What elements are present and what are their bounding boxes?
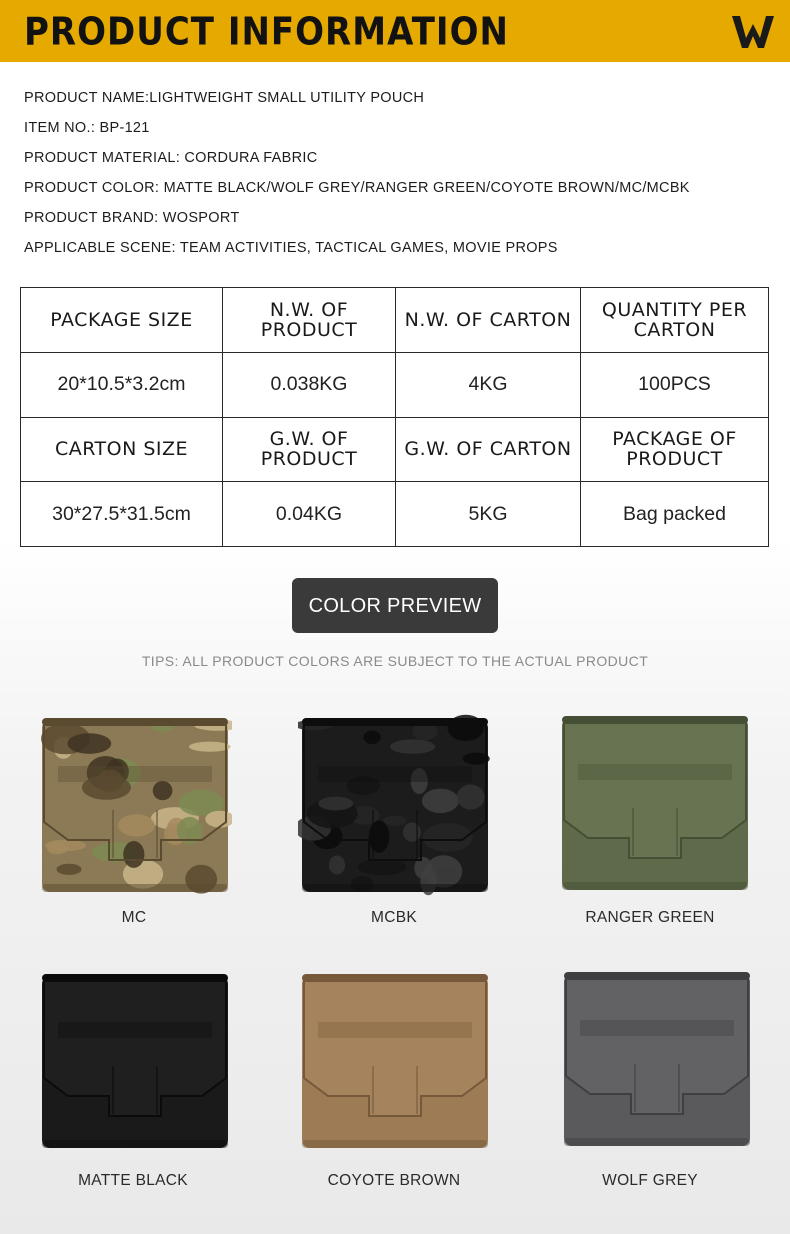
color-label-coyote-brown: COYOTE BROWN	[327, 1172, 461, 1189]
pouch-image-matte-black	[38, 966, 232, 1152]
page-title: PRODUCT INFORMATION	[24, 10, 509, 55]
header-bar	[0, 0, 790, 62]
ws-logo-icon	[730, 14, 776, 50]
spec-cell: G.W. OF PRODUCT	[223, 417, 396, 482]
product-name: PRODUCT NAME:LIGHTWEIGHT SMALL UTILITY POUCH	[24, 90, 425, 106]
color-label-matte-black: MATTE BLACK	[78, 1172, 188, 1189]
spec-cell: 5KG	[396, 482, 581, 547]
tips-text: TIPS: ALL PRODUCT COLORS ARE SUBJECT TO THE ACTUAL PRODUCT	[141, 653, 649, 669]
color-label-mc: MC	[121, 909, 147, 926]
color-label-ranger-green: RANGER GREEN	[585, 909, 715, 926]
spec-table	[20, 287, 769, 547]
product-info	[24, 87, 690, 267]
pouch-image-mc	[38, 710, 232, 896]
product-material: PRODUCT MATERIAL: CORDURA FABRIC	[24, 150, 318, 166]
pouch-image-ranger-green	[558, 708, 752, 894]
spec-cell: 0.04KG	[223, 482, 396, 547]
spec-cell: QUANTITY PER CARTON	[581, 288, 769, 353]
spec-cell: 30*27.5*31.5cm	[21, 482, 223, 547]
spec-cell: PACKAGE OF PRODUCT	[581, 417, 769, 482]
product-brand: PRODUCT BRAND: WOSPORT	[24, 210, 240, 226]
spec-cell: PACKAGE SIZE	[21, 288, 223, 353]
item-number: ITEM NO.: BP-121	[24, 120, 150, 136]
color-preview-button[interactable]: COLOR PREVIEW	[292, 578, 498, 633]
pouch-image-wolf-grey	[560, 964, 754, 1150]
spec-header-row	[21, 417, 769, 482]
pouch-image-coyote-brown	[298, 966, 492, 1152]
spec-cell: 0.038KG	[223, 352, 396, 417]
color-label-mcbk: MCBK	[371, 909, 417, 926]
spec-header-row	[21, 288, 769, 353]
spec-cell: N.W. OF CARTON	[396, 288, 581, 353]
spec-value-row	[21, 352, 769, 417]
spec-cell: 20*10.5*3.2cm	[21, 352, 223, 417]
spec-cell: CARTON SIZE	[21, 417, 223, 482]
color-label-wolf-grey: WOLF GREY	[602, 1172, 698, 1189]
spec-cell: 4KG	[396, 352, 581, 417]
product-color: PRODUCT COLOR: MATTE BLACK/WOLF GREY/RANGER GREEN/COYOTE BROWN/MC/MCBK	[24, 180, 690, 196]
spec-cell: N.W. OF PRODUCT	[223, 288, 396, 353]
spec-cell: 100PCS	[581, 352, 769, 417]
spec-cell: Bag packed	[581, 482, 769, 547]
pouch-image-mcbk	[298, 710, 492, 896]
spec-value-row	[21, 482, 769, 547]
spec-cell: G.W. OF CARTON	[396, 417, 581, 482]
applicable-scene: APPLICABLE SCENE: TEAM ACTIVITIES, TACTICAL GAMES, MOVIE PROPS	[24, 240, 558, 256]
